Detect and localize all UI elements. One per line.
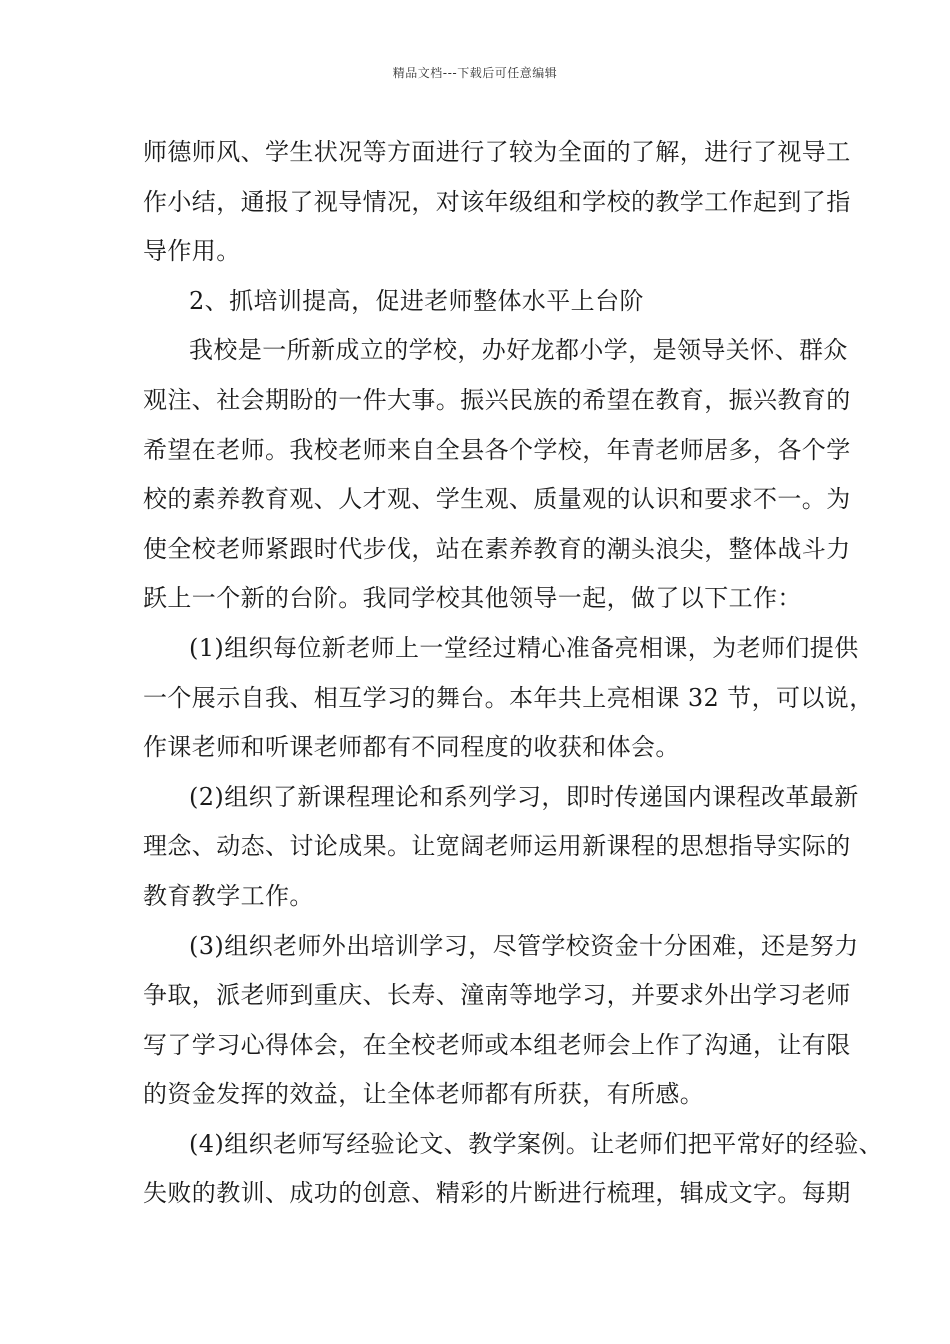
text-line: 希望在老师。我校老师来自全县各个学校，年青老师居多，各个学 bbox=[143, 435, 851, 464]
page-header: 精品文档---下载后可任意编辑 bbox=[392, 66, 558, 80]
text-line: 校的素养教育观、人才观、学生观、质量观的认识和要求不一。为 bbox=[143, 485, 851, 514]
text-line: 我校是一所新成立的学校，办好龙都小学，是领导关怀、群众 bbox=[189, 336, 848, 365]
text-line: 导作用。 bbox=[143, 237, 241, 266]
text-line: (3)组织老师外出培训学习，尽管学校资金十分困难，还是努力 bbox=[189, 931, 859, 960]
text-line: 写了学习心得体会，在全校老师或本组老师会上作了沟通，让有限 bbox=[143, 1030, 851, 1059]
text-line: 作小结，通报了视导情况，对该年级组和学校的教学工作起到了指 bbox=[143, 187, 851, 216]
text-line: 一个展示自我、相互学习的舞台。本年共上亮相课 32 节，可以说， bbox=[143, 683, 874, 712]
text-line: (4)组织老师写经验论文、教学案例。让老师们把平常好的经验、 bbox=[189, 1129, 883, 1158]
text-line: 使全校老师紧跟时代步伐，站在素养教育的潮头浪尖，整体战斗力 bbox=[143, 534, 851, 563]
text-line: 跃上一个新的台阶。我同学校其他领导一起，做了以下工作： bbox=[143, 584, 802, 613]
text-line: 师德师风、学生状况等方面进行了较为全面的了解，进行了视导工 bbox=[143, 138, 851, 166]
text-line: 争取，派老师到重庆、长寿、潼南等地学习，并要求外出学习老师 bbox=[143, 981, 851, 1010]
text-line: (2)组织了新课程理论和系列学习，即时传递国内课程改革最新 bbox=[189, 782, 859, 811]
document-body bbox=[143, 128, 883, 1219]
text-line: 作课老师和听课老师都有不同程度的收获和体会。 bbox=[143, 733, 680, 762]
text-line: 观注、社会期盼的一件大事。振兴民族的希望在教育，振兴教育的 bbox=[143, 385, 851, 414]
text-line: 理念、动态、讨论成果。让宽阔老师运用新课程的思想指导实际的 bbox=[143, 832, 851, 861]
text-line: 失败的教训、成功的创意、精彩的片断进行梳理，辑成文字。每期 bbox=[143, 1179, 851, 1208]
text-line: 的资金发挥的效益，让全体老师都有所获，有所感。 bbox=[143, 1080, 705, 1109]
text-line: 2、抓培训提高，促进老师整体水平上台阶 bbox=[189, 286, 644, 315]
text-line: (1)组织每位新老师上一堂经过精心准备亮相课，为老师们提供 bbox=[189, 633, 859, 662]
text-line: 教育教学工作。 bbox=[143, 881, 314, 910]
